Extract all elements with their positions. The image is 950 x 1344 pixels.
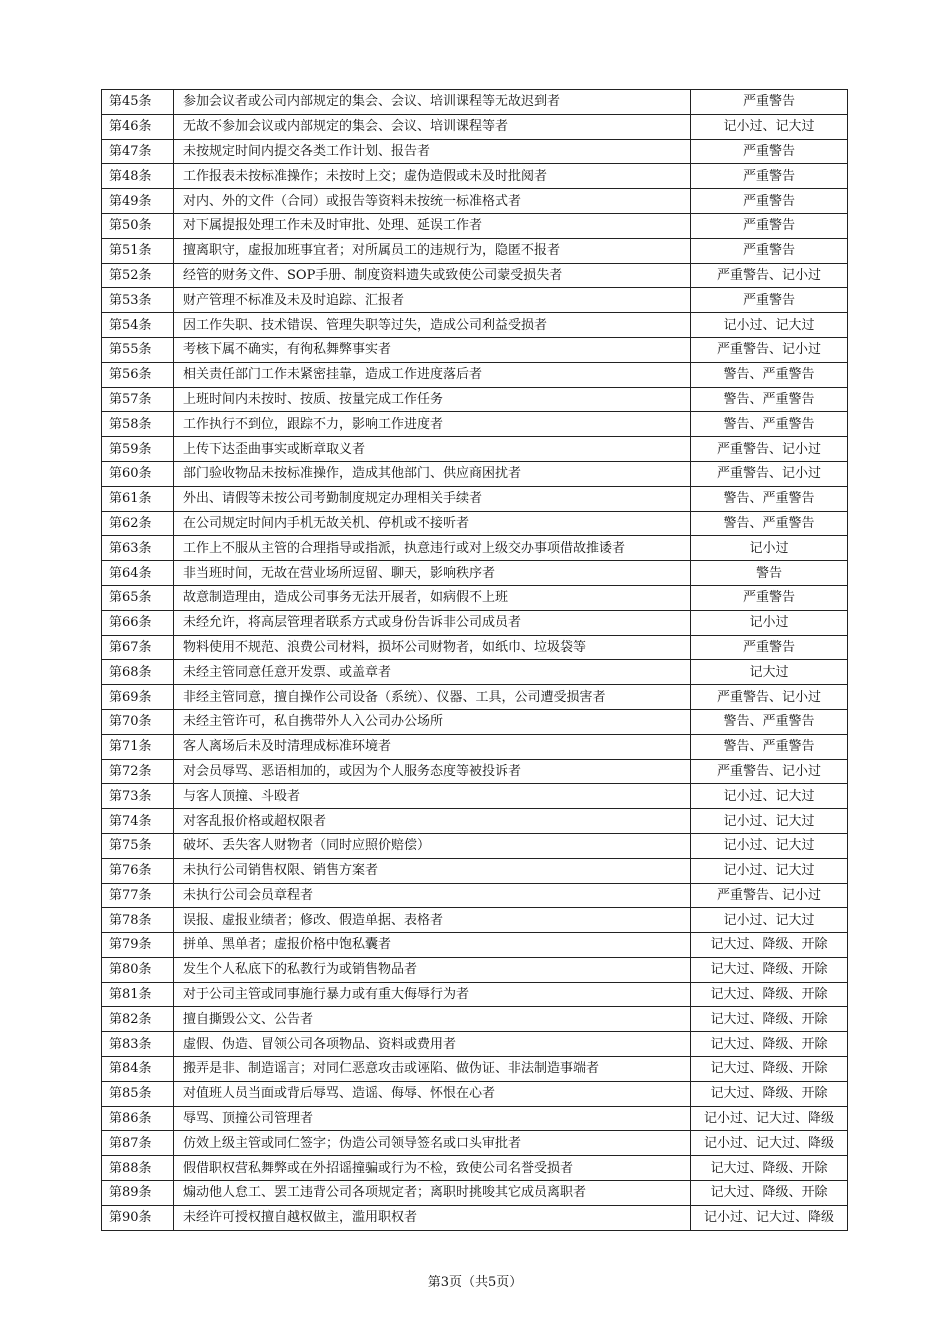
rule-number: 第83条 (102, 1032, 174, 1057)
rule-number: 第51条 (102, 238, 174, 263)
table-row (102, 1081, 848, 1106)
rule-description: 经管的财务文件、SOP手册、制度资料遗失或致使公司蒙受损失者 (174, 263, 691, 288)
table-row (102, 660, 848, 685)
rule-description: 对客乱报价格或超权限者 (174, 809, 691, 834)
rule-description: 发生个人私底下的私教行为或销售物品者 (174, 957, 691, 982)
rule-description: 相关责任部门工作未紧密挂靠，造成工作进度落后者 (174, 362, 691, 387)
rule-description: 破坏、丢失客人财物者（同时应照价赔偿） (174, 833, 691, 858)
rule-description: 擅离职守，虚报加班事宜者；对所属员工的违规行为，隐匿不报者 (174, 238, 691, 263)
table-row (102, 933, 848, 958)
rule-penalty: 记大过、降级、开除 (691, 982, 848, 1007)
table-row (102, 90, 848, 115)
rule-description: 工作报表未按标准操作；未按时上交；虚伪造假或未及时批阅者 (174, 164, 691, 189)
rule-penalty: 严重警告 (691, 139, 848, 164)
rule-number: 第59条 (102, 437, 174, 462)
rule-number: 第57条 (102, 387, 174, 412)
rule-number: 第82条 (102, 1007, 174, 1032)
table-row (102, 362, 848, 387)
rule-number: 第75条 (102, 833, 174, 858)
rules-table-body (102, 90, 848, 1231)
rule-description: 对下属提报处理工作未及时审批、处理、延误工作者 (174, 213, 691, 238)
table-row (102, 1156, 848, 1181)
rule-number: 第48条 (102, 164, 174, 189)
rule-number: 第58条 (102, 412, 174, 437)
rule-number: 第63条 (102, 536, 174, 561)
rule-description: 非当班时间，无故在营业场所逗留、聊天，影响秩序者 (174, 561, 691, 586)
rule-penalty: 严重警告 (691, 635, 848, 660)
rule-description: 虚假、伪造、冒领公司各项物品、资料或费用者 (174, 1032, 691, 1057)
table-row (102, 189, 848, 214)
rule-penalty: 严重警告、记小过 (691, 263, 848, 288)
rule-penalty: 警告、严重警告 (691, 412, 848, 437)
rule-description: 因工作失职、技术错误、管理失职等过失，造成公司利益受损者 (174, 313, 691, 338)
rule-number: 第68条 (102, 660, 174, 685)
rule-number: 第84条 (102, 1057, 174, 1082)
rule-penalty: 记小过、记大过 (691, 114, 848, 139)
rule-penalty: 记大过、降级、开除 (691, 1156, 848, 1181)
rules-table (101, 89, 848, 1231)
rule-penalty: 记大过、降级、开除 (691, 957, 848, 982)
rule-number: 第50条 (102, 213, 174, 238)
rule-number: 第87条 (102, 1131, 174, 1156)
rule-description: 未执行公司会员章程者 (174, 883, 691, 908)
rule-number: 第55条 (102, 337, 174, 362)
rule-number: 第77条 (102, 883, 174, 908)
table-row (102, 114, 848, 139)
rule-description: 财产管理不标准及未及时追踪、汇报者 (174, 288, 691, 313)
rule-penalty: 记小过、记大过 (691, 784, 848, 809)
rule-penalty: 记小过、记大过 (691, 809, 848, 834)
rule-description: 部门验收物品未按标准操作，造成其他部门、供应商困扰者 (174, 461, 691, 486)
rule-penalty: 记大过、降级、开除 (691, 1181, 848, 1206)
table-row (102, 685, 848, 710)
rule-penalty: 记小过 (691, 610, 848, 635)
table-row (102, 1181, 848, 1206)
rule-number: 第45条 (102, 90, 174, 115)
rule-penalty: 严重警告、记小过 (691, 685, 848, 710)
table-row (102, 957, 848, 982)
rule-penalty: 记大过、降级、开除 (691, 1007, 848, 1032)
table-row (102, 337, 848, 362)
table-row (102, 536, 848, 561)
rule-penalty: 严重警告、记小过 (691, 461, 848, 486)
rule-penalty: 记小过、记大过 (691, 313, 848, 338)
table-row (102, 486, 848, 511)
rule-number: 第49条 (102, 189, 174, 214)
rule-penalty: 记大过、降级、开除 (691, 933, 848, 958)
rule-number: 第56条 (102, 362, 174, 387)
rule-number: 第52条 (102, 263, 174, 288)
rule-penalty: 记大过、降级、开除 (691, 1081, 848, 1106)
rule-penalty: 警告、严重警告 (691, 709, 848, 734)
rule-number: 第90条 (102, 1205, 174, 1230)
rule-number: 第86条 (102, 1106, 174, 1131)
table-row (102, 511, 848, 536)
rule-number: 第72条 (102, 759, 174, 784)
rule-number: 第74条 (102, 809, 174, 834)
table-row (102, 833, 848, 858)
rule-number: 第71条 (102, 734, 174, 759)
table-row (102, 412, 848, 437)
rule-penalty: 记小过、记大过、降级 (691, 1131, 848, 1156)
rule-description: 搬弄是非、制造谣言；对同仁恶意攻击或诬陷、做伪证、非法制造事端者 (174, 1057, 691, 1082)
rule-penalty: 严重警告、记小过 (691, 759, 848, 784)
rule-description: 未经主管许可，私自携带外人入公司办公场所 (174, 709, 691, 734)
table-row (102, 238, 848, 263)
table-row (102, 164, 848, 189)
rule-description: 非经主管同意，擅自操作公司设备（系统）、仪器、工具，公司遭受损害者 (174, 685, 691, 710)
rule-description: 煽动他人怠工、罢工违背公司各项规定者；离职时挑唆其它成员离职者 (174, 1181, 691, 1206)
table-row (102, 784, 848, 809)
rule-number: 第78条 (102, 908, 174, 933)
rule-description: 与客人顶撞、斗殴者 (174, 784, 691, 809)
rule-description: 故意制造理由，造成公司事务无法开展者，如病假不上班 (174, 585, 691, 610)
rule-description: 上传下达歪曲事实或断章取义者 (174, 437, 691, 462)
rule-penalty: 警告、严重警告 (691, 734, 848, 759)
table-row (102, 585, 848, 610)
rule-description: 对于公司主管或同事施行暴力或有重大侮辱行为者 (174, 982, 691, 1007)
rule-penalty: 记小过、记大过、降级 (691, 1205, 848, 1230)
rule-penalty: 严重警告 (691, 288, 848, 313)
table-row (102, 858, 848, 883)
rule-number: 第81条 (102, 982, 174, 1007)
rule-number: 第89条 (102, 1181, 174, 1206)
table-row (102, 139, 848, 164)
table-row (102, 387, 848, 412)
rule-penalty: 记大过 (691, 660, 848, 685)
rule-penalty: 记小过、记大过、降级 (691, 1106, 848, 1131)
rule-description: 在公司规定时间内手机无故关机、停机或不接听者 (174, 511, 691, 536)
table-row (102, 263, 848, 288)
table-row (102, 908, 848, 933)
rule-penalty: 记小过、记大过 (691, 833, 848, 858)
table-row (102, 461, 848, 486)
table-row (102, 809, 848, 834)
rule-penalty: 严重警告、记小过 (691, 883, 848, 908)
rule-number: 第53条 (102, 288, 174, 313)
table-row (102, 437, 848, 462)
rule-description: 未经许可授权擅自越权做主，滥用职权者 (174, 1205, 691, 1230)
rule-description: 未经允许，将高层管理者联系方式或身份告诉非公司成员者 (174, 610, 691, 635)
rule-description: 仿效上级主管或同仁签字；伪造公司领导签名或口头审批者 (174, 1131, 691, 1156)
rule-penalty: 严重警告 (691, 585, 848, 610)
rule-description: 未执行公司销售权限、销售方案者 (174, 858, 691, 883)
rule-number: 第73条 (102, 784, 174, 809)
rule-number: 第61条 (102, 486, 174, 511)
rule-penalty: 严重警告、记小过 (691, 337, 848, 362)
rule-number: 第54条 (102, 313, 174, 338)
rule-penalty: 严重警告 (691, 189, 848, 214)
rule-description: 工作执行不到位，跟踪不力，影响工作进度者 (174, 412, 691, 437)
rule-penalty: 严重警告、记小过 (691, 437, 848, 462)
rule-description: 无故不参加会议或内部规定的集会、会议、培训课程等者 (174, 114, 691, 139)
rule-number: 第79条 (102, 933, 174, 958)
rule-description: 对会员辱骂、恶语相加的，或因为个人服务态度等被投诉者 (174, 759, 691, 784)
table-row (102, 213, 848, 238)
table-row (102, 1032, 848, 1057)
rule-penalty: 警告 (691, 561, 848, 586)
table-row (102, 1106, 848, 1131)
rule-number: 第80条 (102, 957, 174, 982)
rule-penalty: 记小过 (691, 536, 848, 561)
rule-description: 未按规定时间内提交各类工作计划、报告者 (174, 139, 691, 164)
rule-penalty: 严重警告 (691, 90, 848, 115)
rule-number: 第69条 (102, 685, 174, 710)
table-row (102, 635, 848, 660)
rule-description: 客人离场后未及时清理成标准环境者 (174, 734, 691, 759)
rule-description: 拼单、黑单者；虚报价格中饱私囊者 (174, 933, 691, 958)
rule-description: 物料使用不规范、浪费公司材料，损坏公司财物者，如纸巾、垃圾袋等 (174, 635, 691, 660)
rule-description: 对值班人员当面或背后辱骂、造谣、侮辱、怀恨在心者 (174, 1081, 691, 1106)
rule-penalty: 警告、严重警告 (691, 511, 848, 536)
rule-penalty: 警告、严重警告 (691, 486, 848, 511)
rule-penalty: 严重警告 (691, 164, 848, 189)
rule-description: 考核下属不确实，有徇私舞弊事实者 (174, 337, 691, 362)
page-footer: 第3页（共5页） (427, 1275, 523, 1290)
rule-description: 未经主管同意任意开发票、或盖章者 (174, 660, 691, 685)
rule-number: 第64条 (102, 561, 174, 586)
rule-description: 参加会议者或公司内部规定的集会、会议、培训课程等无故迟到者 (174, 90, 691, 115)
rule-penalty: 严重警告 (691, 238, 848, 263)
rule-number: 第85条 (102, 1081, 174, 1106)
rule-description: 上班时间内未按时、按质、按量完成工作任务 (174, 387, 691, 412)
rule-number: 第47条 (102, 139, 174, 164)
rule-penalty: 严重警告 (691, 213, 848, 238)
rule-description: 外出、请假等未按公司考勤制度规定办理相关手续者 (174, 486, 691, 511)
rule-number: 第62条 (102, 511, 174, 536)
table-row (102, 883, 848, 908)
rule-number: 第65条 (102, 585, 174, 610)
table-row (102, 709, 848, 734)
rule-penalty: 警告、严重警告 (691, 362, 848, 387)
table-row (102, 288, 848, 313)
table-row (102, 561, 848, 586)
rule-number: 第60条 (102, 461, 174, 486)
rule-description: 误报、虚报业绩者；修改、假造单据、表格者 (174, 908, 691, 933)
table-row (102, 1007, 848, 1032)
table-row (102, 313, 848, 338)
rule-penalty: 记大过、降级、开除 (691, 1057, 848, 1082)
table-row (102, 734, 848, 759)
table-row (102, 610, 848, 635)
rule-number: 第88条 (102, 1156, 174, 1181)
rule-number: 第76条 (102, 858, 174, 883)
rule-description: 擅自撕毁公文、公告者 (174, 1007, 691, 1032)
rule-description: 工作上不服从主管的合理指导或指派，执意违行或对上级交办事项借故推诿者 (174, 536, 691, 561)
table-row (102, 1131, 848, 1156)
rule-description: 假借职权营私舞弊或在外招谣撞骗或行为不检，致使公司名誉受损者 (174, 1156, 691, 1181)
rule-penalty: 记大过、降级、开除 (691, 1032, 848, 1057)
table-row (102, 1205, 848, 1230)
table-row (102, 759, 848, 784)
rule-penalty: 记小过、记大过 (691, 908, 848, 933)
table-row (102, 982, 848, 1007)
table-row (102, 1057, 848, 1082)
rule-number: 第46条 (102, 114, 174, 139)
rule-description: 辱骂、顶撞公司管理者 (174, 1106, 691, 1131)
rule-description: 对内、外的文件（合同）或报告等资料未按统一标准格式者 (174, 189, 691, 214)
rule-number: 第70条 (102, 709, 174, 734)
rule-penalty: 警告、严重警告 (691, 387, 848, 412)
rule-number: 第67条 (102, 635, 174, 660)
rule-penalty: 记小过、记大过 (691, 858, 848, 883)
rule-number: 第66条 (102, 610, 174, 635)
